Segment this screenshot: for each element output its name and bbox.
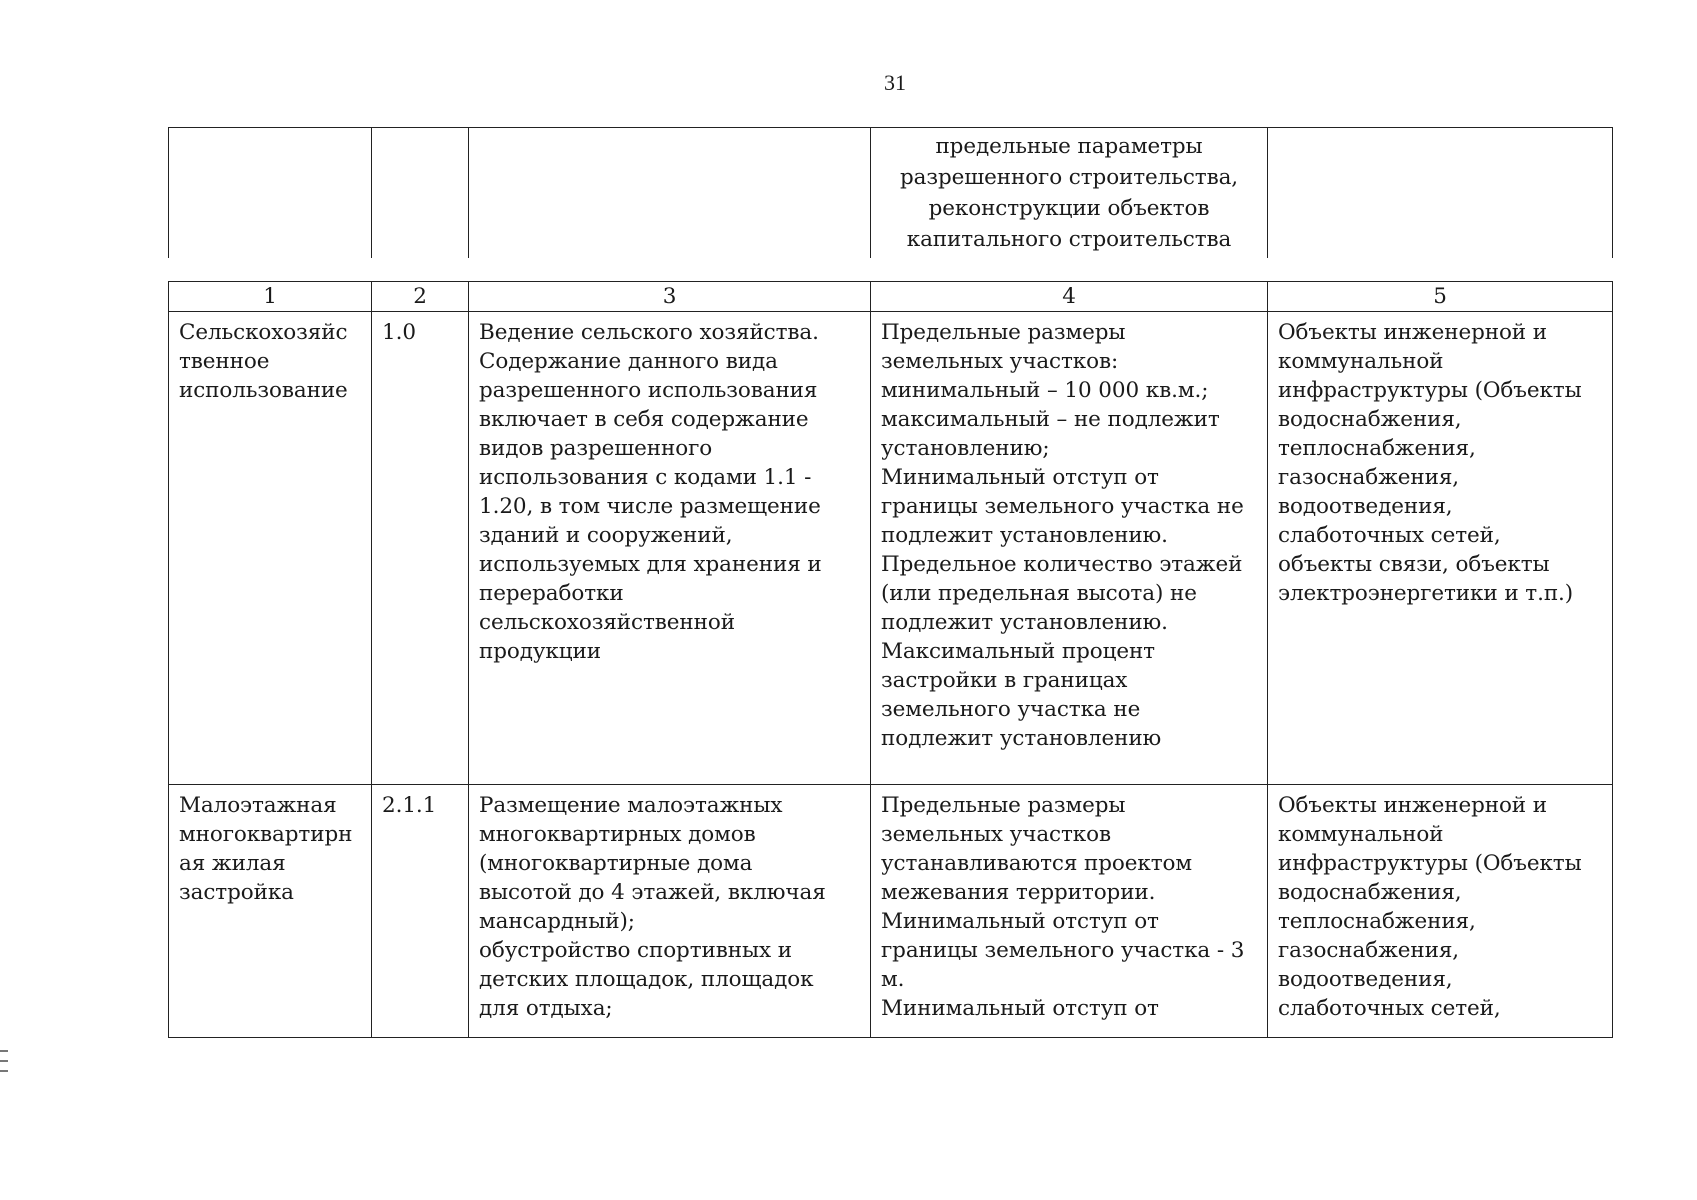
parameters-line: Предельные размеры xyxy=(881,793,1126,818)
zoning-table xyxy=(168,281,1613,1038)
header-cell-2 xyxy=(372,128,469,258)
description-line: использования с кодами 1.1 - xyxy=(479,465,812,490)
auxiliary-line: водоотведения, xyxy=(1278,967,1453,992)
parameters-cell xyxy=(871,312,1268,785)
parameters-line: максимальный – не подлежит xyxy=(881,407,1220,432)
header-cell-4 xyxy=(871,128,1268,258)
parameters-line: минимальный – 10 000 кв.м.; xyxy=(881,378,1209,403)
parameters-line: земельных участков: xyxy=(881,349,1119,374)
scan-margin-marks xyxy=(0,1050,10,1080)
description-cell xyxy=(469,312,871,785)
description-line: обустройство спортивных и xyxy=(479,938,792,963)
parameters-line: установлению; xyxy=(881,436,1050,461)
column-number: 5 xyxy=(1268,282,1613,312)
use-code: 1.0 xyxy=(382,320,416,345)
parameters-line: земельного участка не xyxy=(881,697,1141,722)
header-cell-3 xyxy=(469,128,871,258)
header-line: предельные параметры xyxy=(935,134,1203,159)
parameters-line: Минимальный отступ от xyxy=(881,996,1159,1021)
margin-mark xyxy=(0,1060,8,1062)
column-number-row xyxy=(169,282,1613,312)
description-line: переработки xyxy=(479,581,624,606)
use-code-cell xyxy=(372,312,469,785)
table-row xyxy=(169,785,1613,1038)
auxiliary-line: водоснабжения, xyxy=(1278,880,1462,905)
auxiliary-line: теплоснабжения, xyxy=(1278,909,1476,934)
parameters-line: Предельное количество этажей xyxy=(881,552,1243,577)
description-line: Ведение сельского хозяйства. xyxy=(479,320,819,345)
auxiliary-line: слаботочных сетей, xyxy=(1278,996,1501,1021)
auxiliary-line: теплоснабжения, xyxy=(1278,436,1476,461)
column-number: 1 xyxy=(169,282,372,312)
header-line: реконструкции объектов xyxy=(928,196,1210,221)
use-name-cell xyxy=(169,785,372,1038)
column-number: 2 xyxy=(372,282,469,312)
use-name-line: Сельскохозяйс xyxy=(179,320,348,345)
parameters-line: Минимальный отступ от xyxy=(881,909,1159,934)
description-line: для отдыха; xyxy=(479,996,613,1021)
auxiliary-line: водоснабжения, xyxy=(1278,407,1462,432)
parameters-line: границы земельного участка не xyxy=(881,494,1244,519)
auxiliary-line: газоснабжения, xyxy=(1278,465,1460,490)
auxiliary-line: коммунальной xyxy=(1278,349,1444,374)
continuation-header-row xyxy=(169,128,1613,258)
description-cell xyxy=(469,785,871,1038)
parameters-line: Предельные размеры xyxy=(881,320,1126,345)
parameters-line: м. xyxy=(881,967,905,992)
auxiliary-line: коммунальной xyxy=(1278,822,1444,847)
use-name-line: ая жилая xyxy=(179,851,286,876)
header-line: разрешенного строительства, xyxy=(899,165,1239,190)
page-number: 31 xyxy=(884,70,906,95)
use-name-line: застройка xyxy=(179,880,294,905)
description-line: продукции xyxy=(479,639,601,664)
use-code-cell xyxy=(372,785,469,1038)
parameters-line: Максимальный процент xyxy=(881,639,1155,664)
margin-mark xyxy=(0,1050,8,1052)
parameters-line: устанавливаются проектом xyxy=(881,851,1192,876)
use-name-line: твенное xyxy=(179,349,270,374)
auxiliary-line: Объекты инженерной и xyxy=(1278,793,1547,818)
header-cell-5 xyxy=(1268,128,1613,258)
description-line: детских площадок, площадок xyxy=(479,967,814,992)
parameters-line: подлежит установлению xyxy=(881,726,1162,751)
auxiliary-line: объекты связи, объекты xyxy=(1278,552,1550,577)
parameters-line: границы земельного участка - 3 xyxy=(881,938,1245,963)
description-line: мансардный); xyxy=(479,909,635,934)
auxiliary-line: Объекты инженерной и xyxy=(1278,320,1547,345)
auxiliary-line: инфраструктуры (Объекты xyxy=(1278,851,1582,876)
use-code: 2.1.1 xyxy=(382,793,437,818)
parameters-line: земельных участков xyxy=(881,822,1111,847)
auxiliary-line: электроэнергетики и т.п.) xyxy=(1278,581,1574,606)
header-cell-1 xyxy=(169,128,372,258)
parameters-line: подлежит установлению. xyxy=(881,610,1168,635)
description-line: разрешенного использования xyxy=(479,378,818,403)
description-line: 1.20, в том числе размещение xyxy=(479,494,821,519)
parameters-line: (или предельная высота) не xyxy=(881,581,1197,606)
auxiliary-line: слаботочных сетей, xyxy=(1278,523,1501,548)
parameters-line: Минимальный отступ от xyxy=(881,465,1159,490)
description-line: Содержание данного вида xyxy=(479,349,778,374)
table-row xyxy=(169,312,1613,785)
auxiliary-uses-cell xyxy=(1268,785,1613,1038)
continuation-header-table xyxy=(168,127,1613,258)
use-name-line: использование xyxy=(179,378,348,403)
parameters-line: подлежит установлению. xyxy=(881,523,1168,548)
description-line: видов разрешенного xyxy=(479,436,713,461)
description-line: (многоквартирные дома xyxy=(479,851,753,876)
parameters-cell xyxy=(871,785,1268,1038)
description-line: многоквартирных домов xyxy=(479,822,756,847)
parameters-line: межевания территории. xyxy=(881,880,1156,905)
auxiliary-line: водоотведения, xyxy=(1278,494,1453,519)
description-line: высотой до 4 этажей, включая xyxy=(479,880,826,905)
column-number: 3 xyxy=(469,282,871,312)
auxiliary-line: инфраструктуры (Объекты xyxy=(1278,378,1582,403)
parameters-line: застройки в границах xyxy=(881,668,1128,693)
use-name-cell xyxy=(169,312,372,785)
column-number: 4 xyxy=(871,282,1268,312)
margin-mark xyxy=(0,1070,8,1072)
description-line: Размещение малоэтажных xyxy=(479,793,783,818)
description-line: сельскохозяйственной xyxy=(479,610,735,635)
auxiliary-uses-cell xyxy=(1268,312,1613,785)
header-line: капитального строительства xyxy=(906,227,1232,252)
description-line: зданий и сооружений, xyxy=(479,523,733,548)
description-line: используемых для хранения и xyxy=(479,552,822,577)
description-line: включает в себя содержание xyxy=(479,407,809,432)
use-name-line: многоквартирн xyxy=(179,822,353,847)
auxiliary-line: газоснабжения, xyxy=(1278,938,1460,963)
use-name-line: Малоэтажная xyxy=(179,793,337,818)
